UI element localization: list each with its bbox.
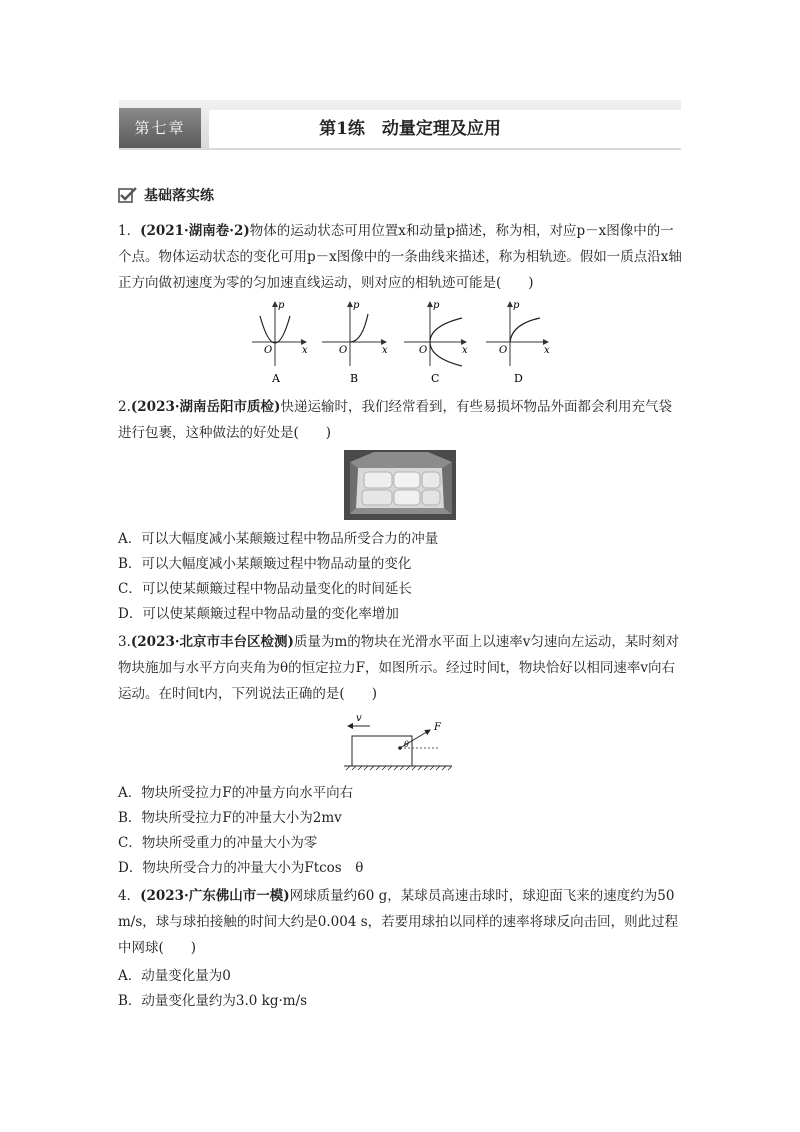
axis-p-label: p — [513, 300, 520, 311]
section-title: 基础落实练 — [144, 188, 214, 204]
graph-label: C — [431, 372, 440, 385]
q3-option-b: B．物块所受拉力F的冲量大小为2mv — [118, 810, 342, 826]
graph-a — [252, 300, 308, 385]
graph-b — [322, 300, 388, 385]
question-source: (2023·广东佛山市一模) — [140, 888, 290, 904]
q4-option-b: B．动量变化量约为3.0 kg·m/s — [118, 993, 308, 1009]
q3-option-c: C．物块所受重力的冲量大小为零 — [118, 835, 318, 851]
axis-x-label: x — [544, 345, 550, 356]
question-text: 物体的运动状态可用位置x和动量p描述，称为相，对应p－x图像中的一个点。物体运动状态的变化可用p－x图像中的一条曲线来描述，称为相轨迹。假如一质点沿x轴正方向做初速度为零的匀加速直线运动，则对应的相轨迹可能是( ) — [118, 223, 682, 291]
question-number: 2. — [118, 399, 131, 415]
q2-option-a: A．可以大幅度减小某颠簸过程中物品所受合力的冲量 — [118, 531, 439, 547]
q4-option-a: A．动量变化量为0 — [118, 968, 231, 984]
origin-label: O — [264, 345, 273, 356]
q2-option-c: C．可以使某颠簸过程中物品动量变化的时间延长 — [118, 581, 412, 597]
force-diagram — [340, 712, 460, 774]
question-number: 4． — [118, 888, 141, 904]
question-text: 网球质量约60 g，某球员高速击球时，球迎面飞来的速度约为50 m/s，球与球拍接触的时间大约是0.004 s，若要用球拍以同样的速率将球反向击回，则此过程中网球( ) — [118, 888, 679, 956]
graph-label: B — [350, 372, 359, 385]
question-text: 质量为m的物块在光滑水平面上以速率v匀速向左运动，某时刻对物块施加与水平方向夹角为θ的恒定拉力F，如图所示。经过时间t，物块恰好以相同速率v向右运动。在时间t内，下列说法正确的是( ) — [118, 634, 679, 702]
question-source: (2021·湖南卷·2) — [140, 223, 250, 239]
question-1 — [118, 218, 684, 296]
checkbox-icon — [118, 187, 138, 203]
axis-x-label: x — [382, 345, 388, 356]
axis-x-label: x — [302, 345, 308, 356]
chapter-label: 第七章 — [119, 108, 201, 148]
origin-label: O — [499, 345, 508, 356]
question-2 — [118, 394, 684, 446]
angle-label: θ — [404, 740, 409, 749]
axis-p-label: p — [278, 300, 285, 311]
velocity-label: v — [356, 713, 362, 724]
question-number: 3. — [118, 634, 131, 650]
origin-label: O — [419, 345, 428, 356]
axis-p-label: p — [433, 300, 440, 311]
q2-option-b: B．可以大幅度减小某颠簸过程中物品动量的变化 — [118, 556, 412, 572]
section-heading — [118, 184, 214, 206]
q3-option-d: D．物块所受合力的冲量大小为Ftcos θ — [118, 860, 364, 876]
graph-label: D — [514, 372, 523, 385]
package-photo — [344, 450, 456, 520]
q1-graphs — [240, 296, 560, 388]
question-4 — [118, 883, 684, 961]
q3-option-a: A．物块所受拉力F的冲量方向水平向右 — [118, 785, 354, 801]
graph-d — [486, 300, 550, 385]
question-3 — [118, 629, 684, 707]
graph-c — [404, 300, 468, 385]
question-source: (2023·北京市丰台区检测) — [130, 634, 294, 650]
question-text: 快递运输时，我们经常看到，有些易损坏物品外面都会利用充气袋进行包裹，这种做法的好处是( ) — [118, 399, 672, 441]
origin-label: O — [339, 345, 348, 356]
q2-option-d: D．可以使某颠簸过程中物品动量的变化率增加 — [118, 606, 399, 622]
axis-x-label: x — [462, 345, 468, 356]
question-source: (2023·湖南岳阳市质检) — [130, 399, 281, 415]
page-title: 第1练 动量定理及应用 — [319, 119, 501, 139]
force-label: F — [434, 722, 441, 733]
question-number: 1． — [118, 223, 141, 239]
axis-p-label: p — [353, 300, 360, 311]
graph-label: A — [272, 372, 280, 385]
